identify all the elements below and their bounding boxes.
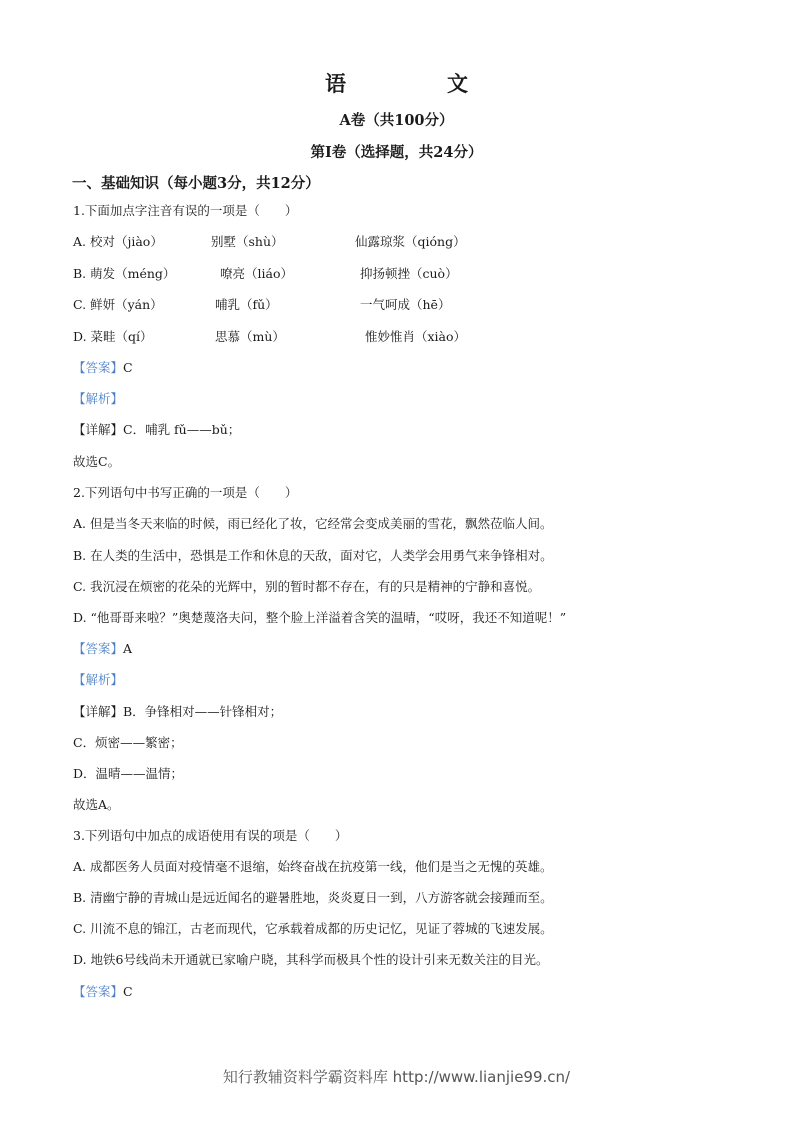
q1-analysis-tag: 【解析】	[73, 391, 124, 406]
q1-stem: 1.下面加点字注音有误的一项是（ ）	[73, 203, 298, 218]
q2-option-a: A. 但是当冬天来临的时候，雨已经化了妆，它经常会变成美丽的雪花，飘然莅临人间。	[73, 516, 553, 531]
paper-subtitle: A卷（共100分）	[339, 112, 454, 129]
page-title: 语 文	[325, 71, 508, 96]
q1-detail: 【详解】C．哺乳 fǔ——bǔ；	[73, 422, 241, 437]
q1-option-a3: 仙露琼浆（qióng）	[355, 234, 466, 249]
answer-value: A	[123, 641, 133, 656]
q3-option-a: A. 成都医务人员面对疫情毫不退缩，始终奋战在抗疫第一线，他们是当之无愧的英雄。	[73, 859, 553, 874]
answer-tag: 【答案】	[73, 984, 124, 999]
q2-answer	[73, 640, 132, 658]
q3-option-c: C. 川流不息的锦江，古老而现代，它承载着成都的历史记忆，见证了蓉城的飞速发展。	[73, 921, 553, 936]
q1-option-b2: 嘹亮（liáo）	[220, 266, 293, 281]
footer-watermark: 知行教辅资料学霸资料库 http://www.lianjie99.cn/	[222, 1068, 571, 1086]
q1-conclusion: 故选C。	[73, 454, 121, 469]
q1-option-a2: 别墅（shù）	[211, 234, 284, 249]
q3-answer	[73, 983, 133, 1001]
q1-option-c3: 一气呵成（hē）	[360, 297, 451, 312]
q1-option-c1: C. 鲜妍（yán）	[73, 297, 163, 312]
section-heading: 一、基础知识（每小题3分，共12分）	[72, 175, 320, 192]
q1-option-a1: A. 校对（jiào）	[73, 234, 163, 249]
q2-option-c: C. 我沉浸在烦密的花朵的光辉中，别的暂时都不存在，有的只是精神的宁静和喜悦。	[73, 579, 541, 594]
q1-option-b3: 抑扬顿挫（cuò）	[360, 266, 458, 281]
q1-option-d3: 惟妙惟肖（xiào）	[365, 329, 467, 344]
q2-option-b: B. 在人类的生活中，恐惧是工作和休息的天敌，面对它，人类学会用勇气来争锋相对。	[73, 548, 553, 563]
q1-option-b1: B. 萌发（méng）	[73, 266, 176, 281]
answer-tag: 【答案】	[73, 360, 124, 375]
q3-option-d: D. 地铁6号线尚未开通就已家喻户晓，其科学而极具个性的设计引来无数关注的目光。	[73, 952, 549, 967]
q2-analysis-tag: 【解析】	[73, 672, 124, 687]
answer-value: C	[123, 984, 133, 999]
q2-conclusion: 故选A。	[73, 797, 120, 812]
q1-option-d1: D. 菜畦（qí）	[73, 329, 153, 344]
q1-answer	[73, 359, 133, 377]
q3-option-b: B. 清幽宁静的青城山是远近闻名的避暑胜地，炎炎夏日一到，八方游客就会接踵而至。	[73, 890, 553, 905]
q1-option-d2: 思慕（mù）	[215, 329, 285, 344]
volume-subtitle: 第Ⅰ卷（选择题，共24分）	[310, 144, 483, 161]
answer-value: C	[123, 360, 133, 375]
q2-detail-b: 【详解】B．争锋相对——针锋相对；	[73, 704, 283, 719]
q2-detail-c: C．烦密——繁密；	[73, 735, 183, 750]
answer-tag: 【答案】	[73, 641, 124, 656]
q2-stem: 2.下列语句中书写正确的一项是（ ）	[73, 485, 298, 500]
q3-stem: 3.下列语句中加点的成语使用有误的项是（ ）	[73, 828, 348, 843]
q1-option-c2: 哺乳（fǔ）	[215, 297, 278, 312]
q2-option-d: D. “他哥哥来啦？”奥楚蔑洛夫问，整个脸上洋溢着含笑的温晴，“哎呀，我还不知道呢！”	[73, 610, 567, 625]
q2-detail-d: D．温晴——温情；	[73, 766, 184, 781]
